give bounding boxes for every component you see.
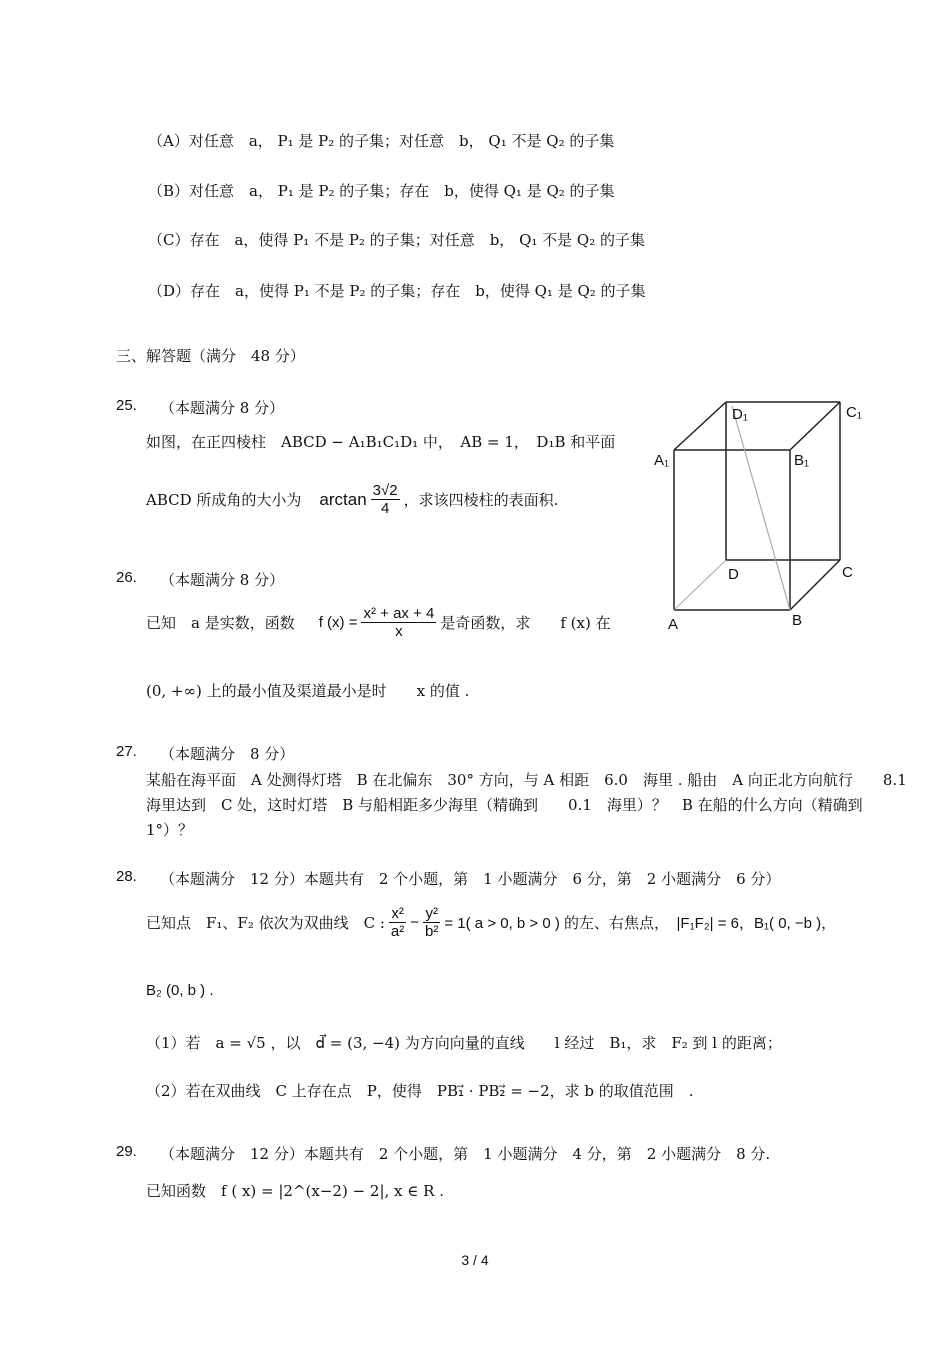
prism-figure (640, 390, 880, 640)
q25-line2b: ，求该四棱柱的表面积. (403, 491, 559, 509)
q26-fx: f (x) = (318, 614, 358, 631)
q25-line1: 如图，在正四棱柱 ABCD − A₁B₁C₁D₁ 中， AB = 1， D₁B 和平面 (146, 433, 616, 451)
label-d1: D₁ (732, 406, 748, 423)
q26-points: （本题满分 8 分） (160, 571, 285, 589)
option-c: （C）存在 a，使得 P₁ 不是 P₂ 的子集；对任意 b， Q₁ 不是 Q₂ 的子集 (148, 231, 646, 249)
q25-number: 25. (116, 397, 137, 414)
page-number: 3 / 4 (461, 1252, 489, 1268)
q25-points: （本题满分 8 分） (160, 399, 285, 417)
q28-line1b: = 1( a > 0, b > 0 ) 的左、右焦点， |F₁F₂| = 6，B₁( 0, −b )， (444, 915, 837, 932)
q28-points: （本题满分 12 分）本题共有 2 个小题，第 1 小题满分 6 分，第 2 小题满分 6 分） (160, 870, 781, 888)
diagonal-d1b (732, 406, 790, 610)
edge-ad-hidden (674, 560, 726, 610)
q28-line2: B₂ (0, b ) . (146, 982, 214, 999)
q25-frac-num: 3√2 (372, 482, 398, 499)
q25-line2a: ABCD 所成角的大小为 (146, 491, 302, 509)
q28-frac-y-den: b² (425, 923, 439, 940)
q28-line1 (146, 905, 836, 940)
q28-frac-x-num: x² (391, 905, 404, 922)
q25-frac-den: 4 (380, 500, 390, 517)
q26-number: 26. (116, 569, 137, 586)
q27-number: 27. (116, 743, 137, 760)
q26-line1b: 是奇函数，求 f (x) 在 (440, 614, 611, 632)
q26-line2: (0, +∞) 上的最小值及渠道最小是时 x 的值 . (146, 682, 470, 700)
q26-line1 (146, 605, 611, 640)
option-d: （D）存在 a，使得 P₁ 不是 P₂ 的子集；存在 b，使得 Q₁ 是 Q₂ 的子集 (148, 282, 646, 300)
q27-line2: 海里达到 C 处，这时灯塔 B 与船相距多少海里（精确到 0.1 海里）？ B 在船的什么方向（精确到 (146, 796, 863, 814)
q27-line3: 1°）？ (146, 821, 194, 839)
q28-frac-y (423, 905, 440, 940)
prism-svg (640, 390, 880, 640)
q28-minus: − (410, 914, 420, 931)
q27-points: （本题满分 8 分） (160, 745, 295, 763)
q26-frac-den: x (395, 623, 403, 640)
q28-part2: （2）若在双曲线 C 上存在点 P，使得 PB₁⃗ · PB₂⃗ = −2，求 b 的取值范围 . (146, 1082, 694, 1100)
edge-b1c1 (790, 402, 840, 450)
q26-line1a: 已知 a 是实数，函数 (146, 614, 295, 632)
q28-number: 28. (116, 868, 137, 885)
option-a: （A）对任意 a， P₁ 是 P₂ 的子集；对任意 b， Q₁ 不是 Q₂ 的子集 (148, 132, 615, 150)
q29-number: 29. (116, 1143, 137, 1160)
q28-line1a: 已知点 F₁、F₂ 依次为双曲线 C : (146, 914, 385, 932)
label-b: B (792, 612, 803, 629)
q29-points: （本题满分 12 分）本题共有 2 个小题，第 1 小题满分 4 分，第 2 小题满分 8 分. (160, 1145, 771, 1163)
edge-bc (790, 560, 840, 610)
q28-frac-x-den: a² (390, 923, 405, 940)
label-a1: A₁ (654, 452, 670, 469)
label-c: C (842, 564, 853, 581)
label-a: A (668, 616, 679, 633)
q28-frac-x (389, 905, 406, 940)
section-heading: 三、解答题（满分 48 分） (116, 347, 305, 365)
label-b1: B₁ (794, 452, 810, 469)
q26-frac-num: x² + ax + 4 (363, 605, 435, 622)
q25-arctan: arctan (319, 489, 367, 509)
label-c1: C₁ (846, 404, 862, 421)
q29-line1: 已知函数 f ( x) = |2^(x−2) − 2|, x ∈ R . (146, 1182, 444, 1200)
q25-fraction (371, 482, 400, 517)
q25-line2 (146, 482, 558, 517)
q28-part1: （1）若 a = √5 ，以 d⃗ = (3, −4) 为方向向量的直线 l 经过 B₁，求 F₂ 到 l 的距离； (146, 1034, 782, 1052)
edge-a1d1 (674, 402, 726, 450)
q27-line1: 某船在海平面 A 处测得灯塔 B 在北偏东 30° 方向，与 A 相距 6.0 海里 . 船由 A 向正北方向航行 8.1 (146, 771, 907, 789)
q26-fraction (361, 605, 436, 640)
q28-frac-y-num: y² (425, 905, 438, 922)
option-b: （B）对任意 a， P₁ 是 P₂ 的子集；存在 b，使得 Q₁ 是 Q₂ 的子集 (148, 182, 615, 200)
label-d: D (728, 566, 739, 583)
